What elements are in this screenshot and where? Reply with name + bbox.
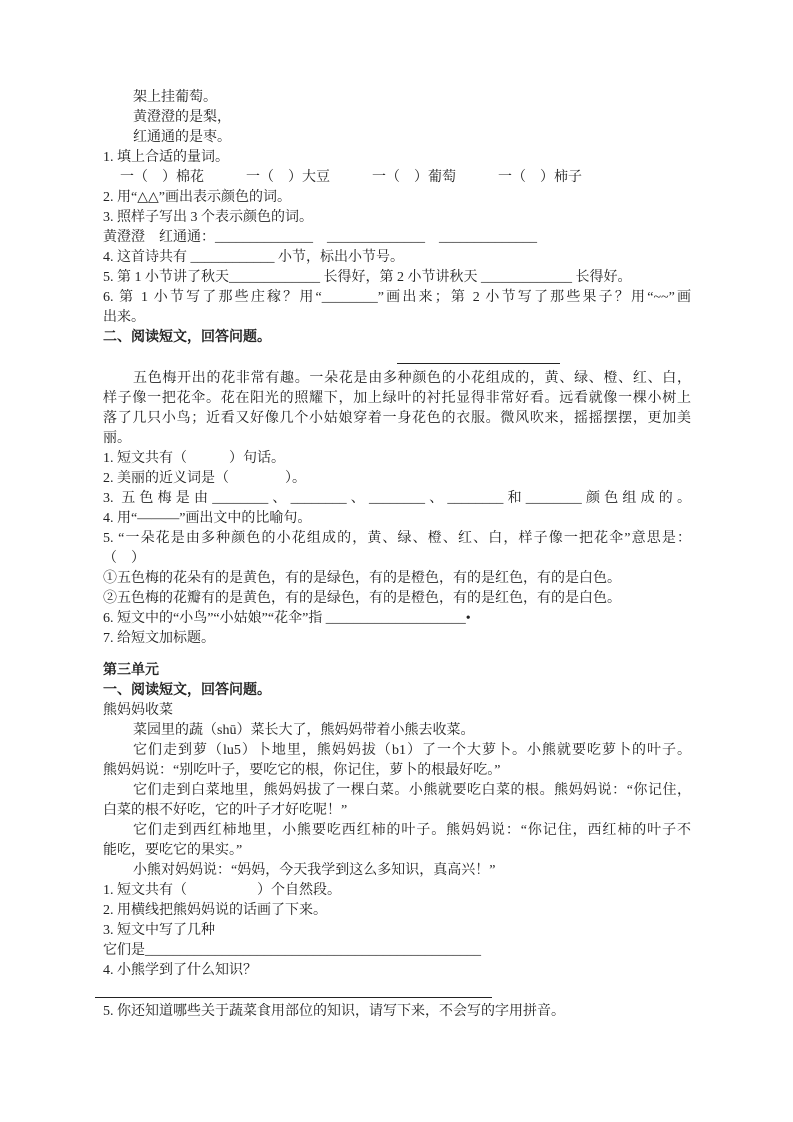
document-body: [103, 88, 691, 1022]
passage-line: 落了几只小鸟；近看又好像几个小姑娘穿着一身花色的衣服。微风吹来，摇摇摆摆，更加美: [103, 411, 691, 426]
passage-title-blank: [397, 348, 560, 364]
answer-blank-line: 它们是________________________________________________: [103, 943, 481, 958]
question-item: 3. 短文中写了几种: [103, 923, 215, 938]
question-item: 4. 用“———”画出文中的比喻句。: [103, 511, 312, 526]
passage-line: 样子像一把花伞。花在阳光的照耀下，加上绿叶的衬托显得非常好看。远看就像一棵小树上: [103, 391, 691, 406]
question-item: 2. 用横线把熊妈妈说的话画了下来。: [103, 903, 327, 918]
question-item: 5. “一朵花是由多种颜色的小花组成的，黄、绿、橙、红、白，样子像一把花伞”意思是：: [103, 531, 691, 546]
poem-line: 红通通的是枣。: [133, 130, 231, 145]
question-item: 1. 填上合适的量词。: [103, 150, 229, 165]
question-item: 4. 小熊学到了什么知识？: [103, 963, 257, 978]
passage-line: 它们走到白菜地里，熊妈妈拔了一棵白菜。小熊就要吃白菜的根。熊妈妈说：“你记住，: [133, 783, 691, 798]
passage-line: 它们走到西红柿地里，小熊要吃西红柿的叶子。熊妈妈说：“你记住，西红柿的叶子不: [133, 823, 691, 838]
answer-option: ②五色梅的花瓣有的是黄色，有的是绿色，有的是橙色，有的是红色，有的是白色。: [103, 591, 621, 606]
passage-line: 五色梅开出的花非常有趣。一朵花是由多种颜色的小花组成的，黄、绿、橙、红、白，: [133, 371, 691, 386]
question-item: 2. 用“△△”画出表示颜色的词。: [103, 190, 291, 205]
fill-blank-row: 一（ ）棉花 一（ ）大豆 一（ ）葡萄 一（ ）柿子: [120, 170, 582, 185]
answer-choice-blank: （ ）: [103, 551, 145, 566]
unit-heading: 第三单元: [103, 663, 159, 678]
example-blank-row: 黄澄澄 红通通：______________ ______________ ______________: [103, 230, 537, 245]
question-item: 5. 你还知道哪些关于蔬菜食用部位的知识，请写下来，不会写的字用拼音。: [103, 1004, 565, 1019]
section-heading: 一、阅读短文，回答问题。: [103, 683, 271, 698]
question-item: 3. 照样子写出 3 个表示颜色的词。: [103, 210, 313, 225]
answer-blank-rule: [95, 981, 492, 998]
question-item: 2. 美丽的近义词是（ ）。: [103, 471, 306, 486]
passage-line: 菜园里的蔬（shū）菜长大了，熊妈妈带着小熊去收菜。: [133, 723, 475, 738]
question-item: 3. 五色梅是由________、________、________、________和________颜色组成的。: [103, 491, 691, 506]
passage-title: 熊妈妈收菜: [103, 703, 173, 718]
passage-line: 它们走到萝（lu5）卜地里，熊妈妈拔（b1）了一个大萝卜。小熊就要吃萝卜的叶子。: [133, 743, 691, 758]
question-item: 6. 短文中的“小鸟”“小姑娘”“花伞”指 ____________________•: [103, 611, 471, 626]
passage-line: 能吃，要吃它的果实。”: [103, 843, 243, 858]
section-heading: 二、阅读短文，回答问题。: [103, 330, 271, 345]
question-item-continuation: 出来。: [103, 310, 145, 325]
question-item: 6. 第 1 小节写了那些庄稼？用“________”画出来；第 2 小节写了那些果子？用“~~”画: [103, 290, 691, 305]
passage-line: 白菜的根不好吃，它的叶子才好吃呢！”: [103, 803, 348, 818]
passage-line: 熊妈妈说：“别吃叶子，要吃它的根，你记住，萝卜的根最好吃。”: [103, 763, 501, 778]
poem-line: 架上挂葡萄。: [133, 90, 217, 105]
question-item: 1. 短文共有（ ）句话。: [103, 451, 285, 466]
question-item: 1. 短文共有（ ）个自然段。: [103, 883, 341, 898]
question-item: 5. 第 1 小节讲了秋天_____________ 长得好，第 2 小节讲秋天 _____________ 长得好。: [103, 270, 632, 285]
poem-line: 黄澄澄的是梨，: [133, 110, 231, 125]
answer-option: ①五色梅的花朵有的是黄色，有的是绿色，有的是橙色，有的是红色，有的是白色。: [103, 571, 621, 586]
question-item: 4. 这首诗共有 ____________ 小节，标出小节号。: [103, 250, 404, 265]
passage-line: 丽。: [103, 431, 131, 446]
passage-line: 小熊对妈妈说：“妈妈，今天我学到这么多知识，真高兴！”: [133, 863, 496, 878]
question-item: 7. 给短文加标题。: [103, 631, 215, 646]
